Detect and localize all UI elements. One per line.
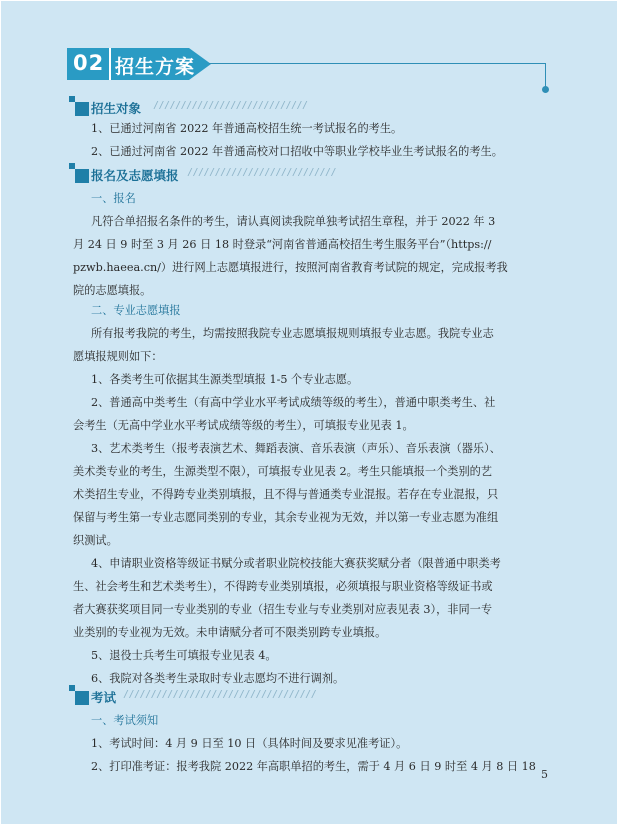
header-rule-drop <box>545 63 546 88</box>
paragraph-line: 2、已通过河南省 2022 年普通高校对口招收中等职业学校毕业生考试报名的考生。 <box>91 145 503 158</box>
paragraph-line: 2、打印准考证：报考我院 2022 年高职单招的考生，需于 4 月 6 日 9 时至 4 月 8 日 18 <box>91 760 536 773</box>
subheading: 一、报名 <box>91 192 136 205</box>
paragraph-line: 业类别的专业视为无效。未申请赋分者可不限类别跨专业填报。 <box>73 626 387 639</box>
paragraph-line: 2、普通高中类考生（有高中学业水平考试成绩等级的考生），普通中职类考生、社 <box>91 396 496 409</box>
paragraph-line: 1、各类考生可依据其生源类型填报 1-5 个专业志愿。 <box>91 373 359 386</box>
square-bullet-icon <box>75 169 89 183</box>
paragraph-line: 术类招生专业，不得跨专业类别填报，且不得与普通类专业混报。若存在专业混报，只 <box>73 488 499 501</box>
paragraph-line: 美术类专业的考生，生源类型不限），可填报专业见表 2。考生只能填报一个类别的艺 <box>73 465 493 478</box>
paragraph-line: 1、考试时间：4 月 9 日至 10 日（具体时间及要求见准考证）。 <box>91 737 408 750</box>
paragraph-line: 6、我院对各类考生录取时专业志愿均不进行调剂。 <box>91 672 345 685</box>
chapter-number: 02 <box>73 51 105 75</box>
header-rule <box>209 63 546 64</box>
document-page: 02 招生方案 招生对象 //////////////////////////// 1、已通过河南省 2022 年普通高校招生统一考试报名的考生。 2、已通过河南省 2022 年普通高校对口招收中等职业学校毕业生考试报名的考生。 报名及志愿填报 /////////////////////////// 一、报名 凡符合单招报名条件的考生，请认真阅读我院单独考试招生章程，并于 2022 年 3 月 24 日 9 时至 3 月 26 日 18 时登录“河南省普通高校招生考生服务平台”（https:// pzwb.haeea.cn/）进行网上志愿填报进行，按照河南省教育考试院的规定，完成报考我 院的志愿填报。 二、专业志愿填报 所有报考我院的考生，均需按照我院专业志愿填报规则填报专业志愿。我院专业志 愿填报规则如下： 1、各类考生可依据其生源类型填报 1-5 个专业志愿。 2、普通高中类考生（有高中学业水平考试成绩等级的考生），普通中职类考生、社 会考生（无高中学业水平考试成绩等级的考生），可填报专业见表 1。 3、艺术类考生（报考表演艺术、舞蹈表演、音乐表演（声乐）、音乐表演（器乐）、 美术类专业的考生，生源类型不限），可填报专业见表 2。考生只能填报一个类别的艺 术类招生专业，不得跨专业类别填报，且不得与普通类专业混报。若存在专业混报，只 保留与考生第一专业志愿同类别的专业，其余专业视为无效，并以第一专业志愿为准组 织测试。 4、申请职业资格等级证书赋分或者职业院校技能大赛获奖赋分者（限普通中职类考 生、社会考生和艺术类考生），不得跨专业类别填报，必须填报与职业资格等级证书或 者大赛获奖项目同一专业类别的专业（招生专业与专业类别对应表见表 3），非同一专 业类别的专业视为无效。未申请赋分者可不限类别跨专业填报。 5、退役士兵考生可填报专业见表 4。 6、我院对各类考生录取时专业志愿均不进行调剂。 考试 /////////////////////////////////// 一、考试须知 1、考试时间：4 月 9 日至 10 日（具体时间及要求见准考证）。 2、打印准考证：报考我院 2022 年高职单招的考生，需于 4 月 6 日 9 时至 4 月 8 日 18 5 <box>1 1 617 824</box>
paragraph-line: 凡符合单招报名条件的考生，请认真阅读我院单独考试招生章程，并于 2022 年 3 <box>91 215 496 228</box>
paragraph-line: 3、艺术类考生（报考表演艺术、舞蹈表演、音乐表演（声乐）、音乐表演（器乐）、 <box>91 442 501 455</box>
paragraph-line: 愿填报规则如下： <box>73 350 163 363</box>
subheading: 一、考试须知 <box>91 714 159 727</box>
square-bullet-icon <box>75 102 89 116</box>
header-dot <box>542 86 549 93</box>
paragraph-line: 月 24 日 9 时至 3 月 26 日 18 时登录“河南省普通高校招生考生服务平台”（https:// <box>73 238 492 251</box>
square-bullet-icon <box>75 691 89 705</box>
decorative-slashes: /////////////////////////////////// <box>123 689 317 700</box>
page-number: 5 <box>541 768 548 781</box>
paragraph-line: 5、退役士兵考生可填报专业见表 4。 <box>91 649 277 662</box>
decorative-slashes: /////////////////////////// <box>187 167 337 178</box>
paragraph-line: 会考生（无高中学业水平考试成绩等级的考生），可填报专业见表 1。 <box>73 419 414 432</box>
paragraph-line: 者大赛获奖项目同一专业类别的专业（招生专业与专业类别对应表见表 3），非同一专 <box>73 603 493 616</box>
paragraph-line: 4、申请职业资格等级证书赋分或者职业院校技能大赛获奖赋分者（限普通中职类考 <box>91 557 501 570</box>
subheading: 二、专业志愿填报 <box>91 304 181 317</box>
paragraph-line: 织测试。 <box>73 534 118 547</box>
paragraph-line: 保留与考生第一专业志愿同类别的专业，其余专业视为无效，并以第一专业志愿为准组 <box>73 511 499 524</box>
paragraph-line: pzwb.haeea.cn/）进行网上志愿填报进行，按照河南省教育考试院的规定，完成报考我 <box>73 261 508 274</box>
paragraph-line: 生、社会考生和艺术类考生），不得跨专业类别填报，必须填报与职业资格等级证书或 <box>73 580 493 593</box>
chapter-banner <box>67 48 211 80</box>
paragraph-line: 所有报考我院的考生，均需按照我院专业志愿填报规则填报专业志愿。我院专业志 <box>91 327 494 340</box>
decorative-slashes: //////////////////////////// <box>153 100 308 111</box>
paragraph-line: 院的志愿填报。 <box>73 284 152 297</box>
chapter-title: 招生方案 <box>115 56 196 78</box>
paragraph-line: 1、已通过河南省 2022 年普通高校招生统一考试报名的考生。 <box>91 122 403 135</box>
